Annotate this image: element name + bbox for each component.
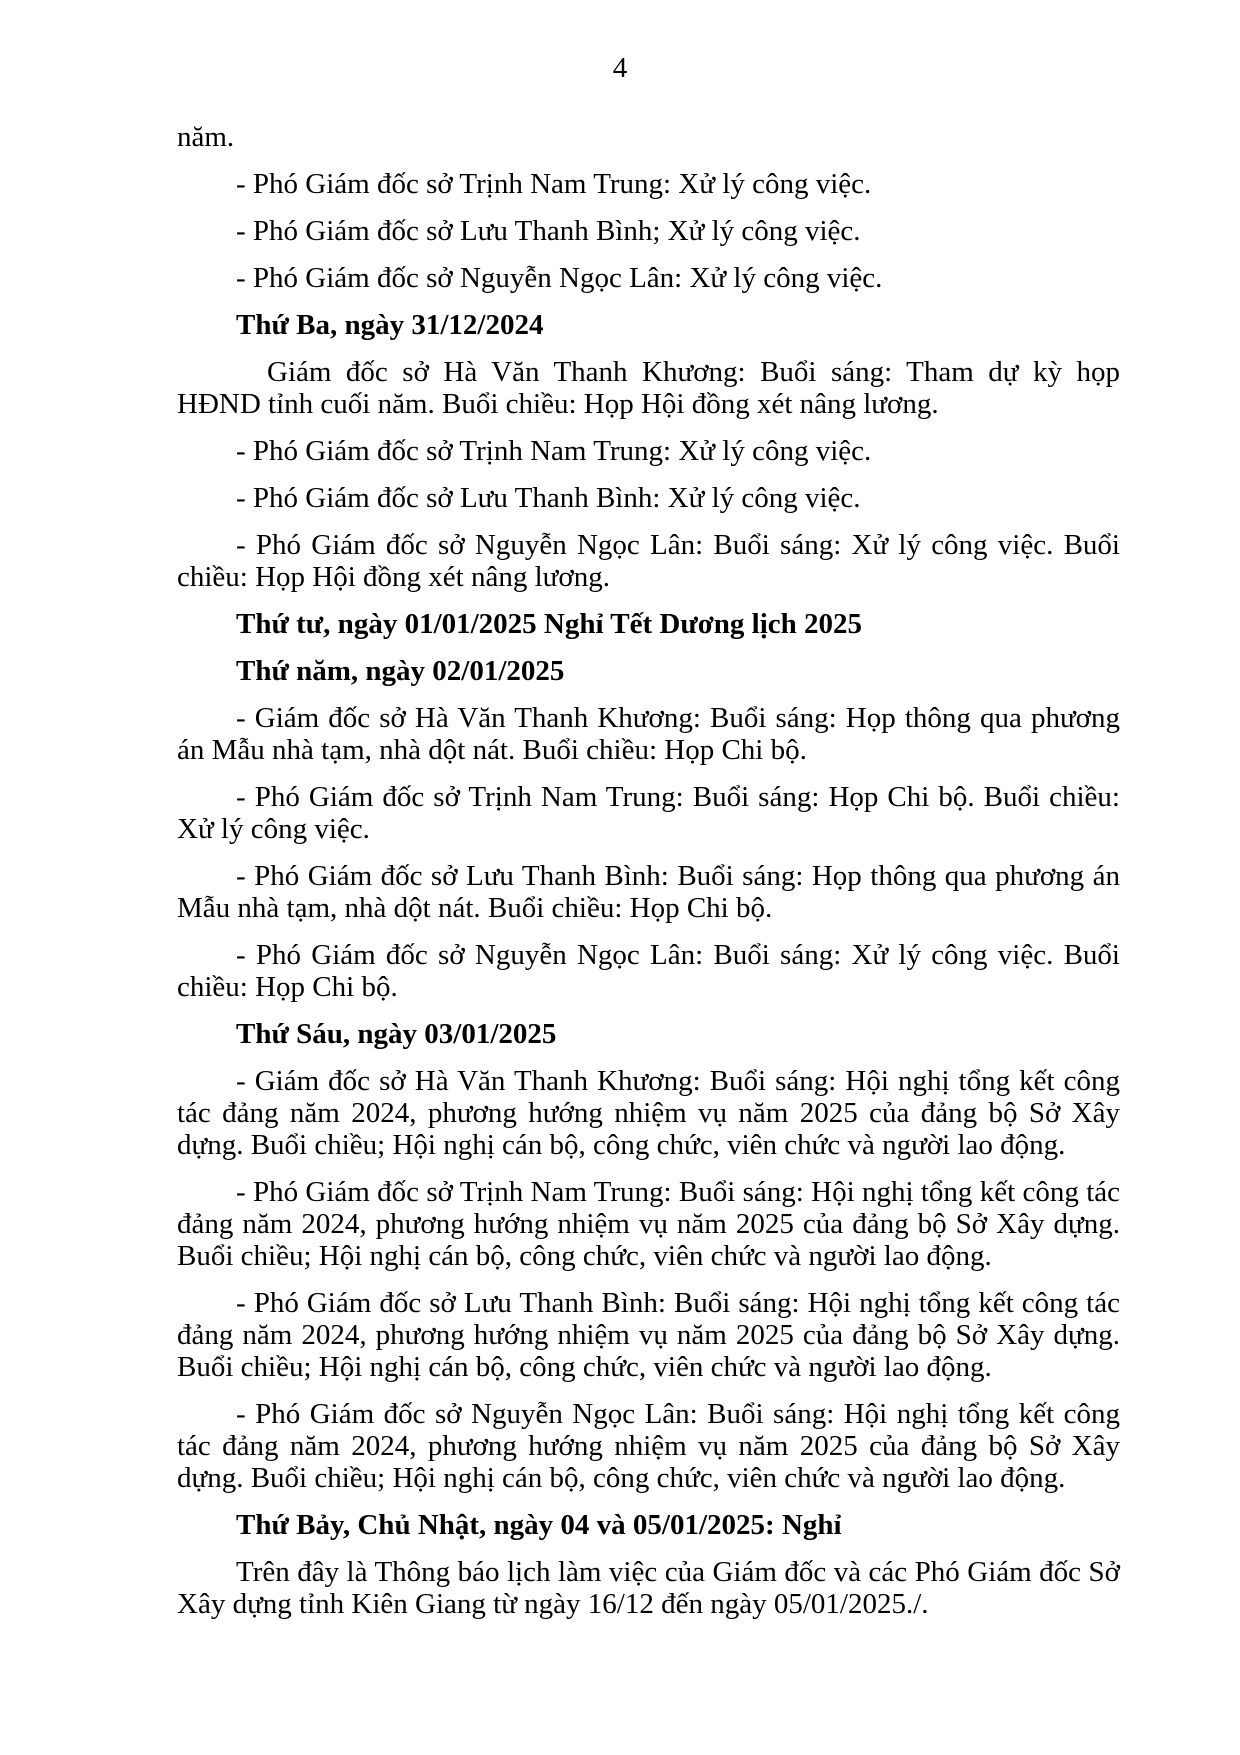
- paragraph: - Giám đốc sở Hà Văn Thanh Khương: Buổi sáng: Họp thông qua phương án Mẫu nhà tạm, nhà dột nát. Buổi chiều: Họp Chi bộ.: [177, 702, 1120, 766]
- document-body: [177, 121, 1120, 1635]
- paragraph: - Phó Giám đốc sở Lưu Thanh Bình: Buổi sáng: Họp thông qua phương án Mẫu nhà tạm, nhà dột nát. Buổi chiều: Họp Chi bộ.: [177, 860, 1120, 924]
- page-number: 4: [612, 52, 628, 84]
- paragraph: - Phó Giám đốc sở Nguyễn Ngọc Lân: Xử lý công việc.: [236, 262, 883, 294]
- paragraph: - Phó Giám đốc sở Lưu Thanh Bình; Xử lý công việc.: [236, 215, 861, 247]
- paragraph: - Phó Giám đốc sở Trịnh Nam Trung: Buổi sáng: Họp Chi bộ. Buổi chiều: Xử lý công việc.: [177, 781, 1120, 845]
- paragraph: - Phó Giám đốc sở Nguyễn Ngọc Lân: Buổi sáng: Xử lý công việc. Buổi chiều: Họp Chi bộ.: [177, 939, 1120, 1003]
- paragraph: - Phó Giám đốc sở Lưu Thanh Bình: Xử lý công việc.: [236, 482, 861, 514]
- paragraph: - Phó Giám đốc sở Trịnh Nam Trung: Buổi sáng: Hội nghị tổng kết công tác đảng năm 2024, phương hướng nhiệm vụ năm 2025 của đảng bộ Sở Xây dựng. Buổi chiều; Hội nghị cán bộ, công chức, viên chức và người lao động.: [177, 1176, 1120, 1272]
- paragraph: - Phó Giám đốc sở Nguyễn Ngọc Lân: Buổi sáng: Xử lý công việc. Buổi chiều: Họp Hội đồng xét nâng lương.: [177, 529, 1120, 593]
- day-heading: Thứ Sáu, ngày 03/01/2025: [236, 1018, 557, 1050]
- day-heading: Thứ tư, ngày 01/01/2025 Nghỉ Tết Dương lịch 2025: [236, 608, 863, 640]
- paragraph: - Phó Giám đốc sở Lưu Thanh Bình: Buổi sáng: Hội nghị tổng kết công tác đảng năm 2024, phương hướng nhiệm vụ năm 2025 của đảng bộ Sở Xây dựng. Buổi chiều; Hội nghị cán bộ, công chức, viên chức và người lao động.: [177, 1287, 1120, 1383]
- day-heading: Thứ năm, ngày 02/01/2025: [236, 655, 565, 687]
- paragraph: - Phó Giám đốc sở Trịnh Nam Trung: Xử lý công việc.: [236, 168, 872, 200]
- paragraph: Giám đốc sở Hà Văn Thanh Khương: Buổi sáng: Tham dự kỳ họp HĐND tỉnh cuối năm. Buổi chiều: Họp Hội đồng xét nâng lương.: [177, 356, 1120, 420]
- paragraph: Trên đây là Thông báo lịch làm việc của Giám đốc và các Phó Giám đốc Sở Xây dựng tỉnh Kiên Giang từ ngày 16/12 đến ngày 05/01/2025./.: [177, 1556, 1120, 1620]
- paragraph: - Phó Giám đốc sở Trịnh Nam Trung: Xử lý công việc.: [236, 435, 872, 467]
- paragraph: năm.: [177, 121, 235, 153]
- paragraph: - Phó Giám đốc sở Nguyễn Ngọc Lân: Buổi sáng: Hội nghị tổng kết công tác đảng năm 2024, phương hướng nhiệm vụ năm 2025 của đảng bộ Sở Xây dựng. Buổi chiều; Hội nghị cán bộ, công chức, viên chức và người lao động.: [177, 1398, 1120, 1494]
- day-heading: Thứ Ba, ngày 31/12/2024: [236, 309, 544, 341]
- paragraph: - Giám đốc sở Hà Văn Thanh Khương: Buổi sáng: Hội nghị tổng kết công tác đảng năm 2024, phương hướng nhiệm vụ năm 2025 của đảng bộ Sở Xây dựng. Buổi chiều; Hội nghị cán bộ, công chức, viên chức và người lao động.: [177, 1065, 1120, 1161]
- day-heading: Thứ Bảy, Chủ Nhật, ngày 04 và 05/01/2025: Nghỉ: [236, 1509, 842, 1541]
